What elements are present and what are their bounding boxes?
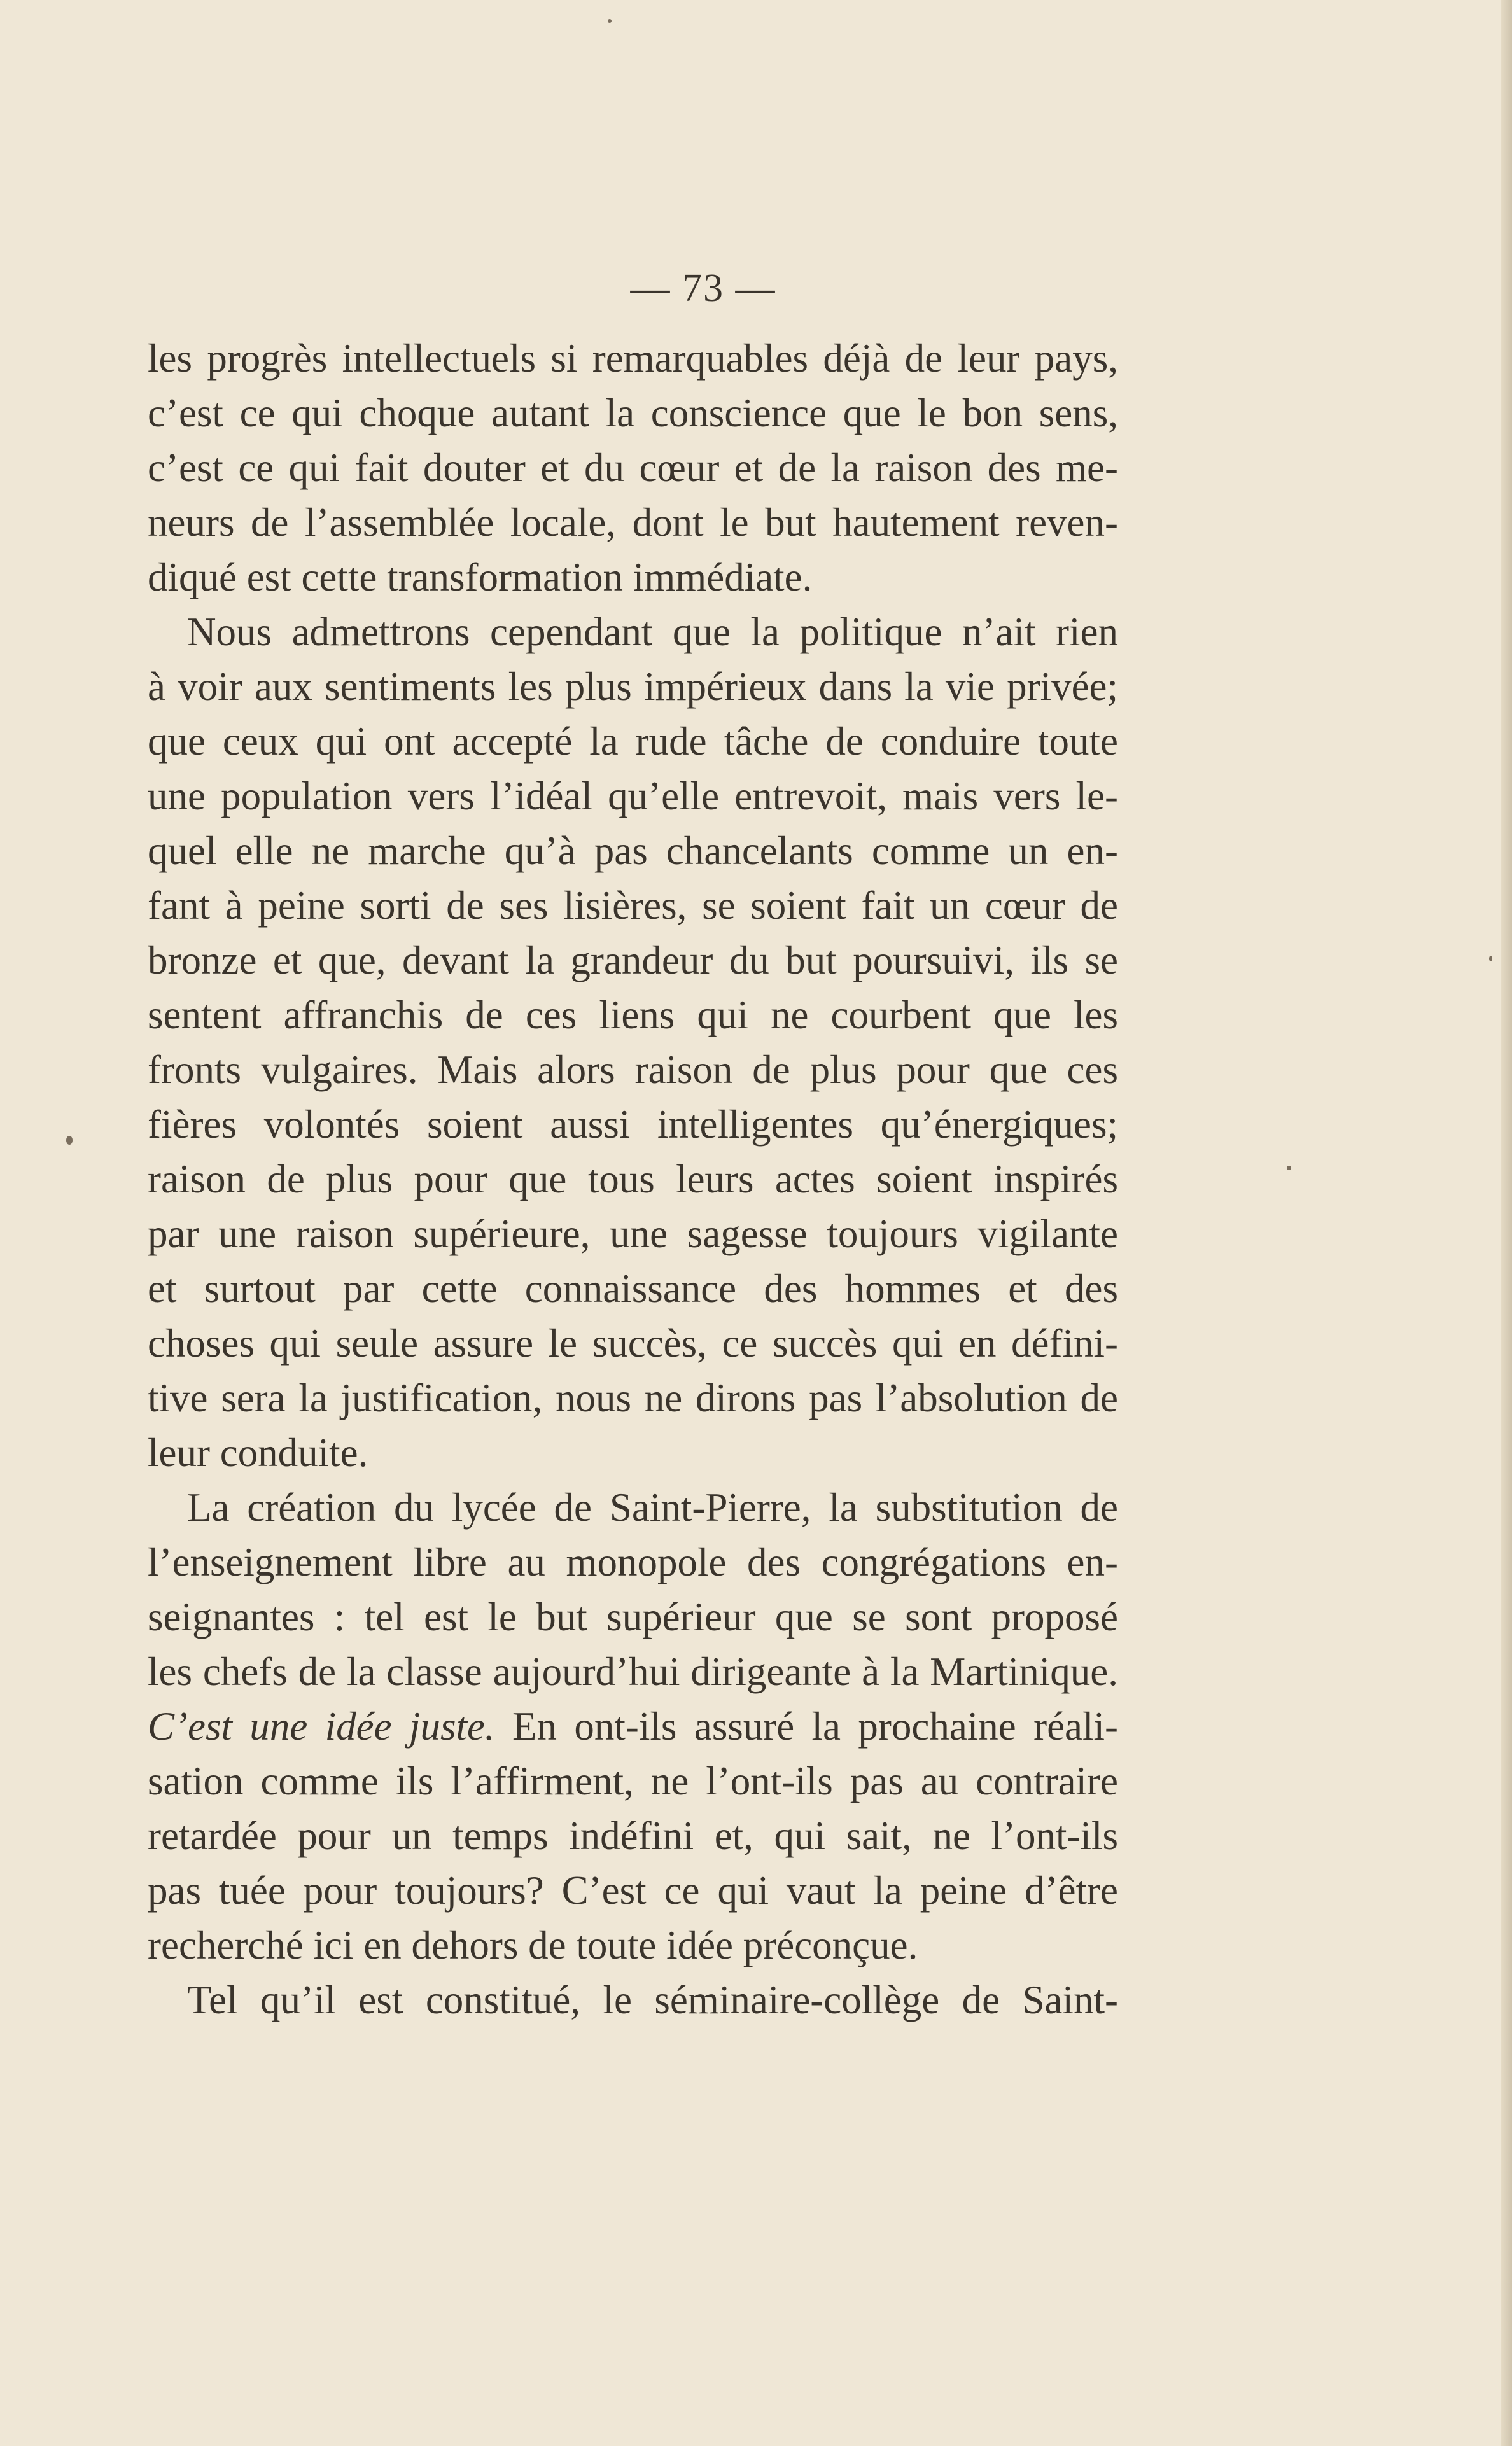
text-line: pas tuée pour toujours? C’est ce qui vaut la peine d’être	[148, 1868, 1118, 1913]
text-line: recherché ici en dehors de toute idée préconçue.	[148, 1923, 918, 1967]
text-line: fant à peine sorti de ses lisières, se soient fait un cœur de	[148, 883, 1118, 928]
text-line: bronze et que, devant la grandeur du but poursuivi, ils se	[148, 938, 1118, 982]
text-line-with-italic	[148, 1699, 1118, 1754]
text-line: tive sera la justification, nous ne dirons pas l’absolution de	[148, 1376, 1118, 1420]
paragraph-start-line: La création du lycée de Saint-Pierre, la substitution de	[187, 1485, 1118, 1530]
page-edge	[1501, 0, 1512, 2446]
text-line: c’est ce qui fait douter et du cœur et de la raison des me-	[148, 445, 1118, 490]
paragraph-start-line: Tel qu’il est constitué, le séminaire-collège de Saint-	[187, 1978, 1118, 2022]
text-line: leur conduite.	[148, 1430, 368, 1475]
text-line: sation comme ils l’affirment, ne l’ont-ils pas au contraire	[148, 1759, 1118, 1803]
text-line: choses qui seule assure le succès, ce succès qui en défini-	[148, 1321, 1118, 1366]
page-number: — 73 —	[630, 267, 776, 310]
ink-speck	[608, 19, 612, 23]
paragraph-start-line: Nous admettrons cependant que la politique n’ait rien	[187, 610, 1118, 654]
text-line: raison de plus pour que tous leurs actes soient inspirés	[148, 1157, 1118, 1201]
text-line: que ceux qui ont accepté la rude tâche de conduire toute	[148, 719, 1118, 764]
text-line: retardée pour un temps indéfini et, qui sait, ne l’ont-ils	[148, 1814, 1118, 1858]
ink-speck	[1489, 956, 1492, 961]
ink-speck	[66, 1136, 73, 1145]
text-line: quel elle ne marche qu’à pas chancelants comme un en-	[148, 828, 1118, 873]
text-line: et surtout par cette connaissance des hommes et des	[148, 1266, 1118, 1311]
text-line: sentent affranchis de ces liens qui ne courbent que les	[148, 993, 1118, 1037]
text-line: neurs de l’assemblée locale, dont le but hautement reven-	[148, 500, 1118, 545]
text-line: diqué est cette transformation immédiate.	[148, 555, 813, 599]
text-line: par une raison supérieure, une sagesse toujours vigilante	[148, 1212, 1118, 1256]
text-line: les progrès intellectuels si remarquables déjà de leur pays,	[148, 336, 1118, 381]
line-remainder: En ont-ils assuré la prochaine réali-	[512, 1704, 1118, 1749]
text-line: à voir aux sentiments les plus impérieux dans la vie privée;	[148, 664, 1118, 709]
body-text	[148, 331, 1118, 2027]
text-line: c’est ce qui choque autant la conscience que le bon sens,	[148, 391, 1118, 435]
text-line: une population vers l’idéal qu’elle entrevoit, mais vers le-	[148, 774, 1118, 818]
italic-phrase: C’est une idée juste.	[148, 1704, 495, 1749]
text-line: fronts vulgaires. Mais alors raison de plus pour que ces	[148, 1047, 1118, 1092]
text-line: l’enseignement libre au monopole des congrégations en-	[148, 1540, 1118, 1584]
text-line: seignantes : tel est le but supérieur que se sont proposé	[148, 1595, 1118, 1639]
text-line: les chefs de la classe aujourd’hui dirigeante à la Martinique.	[148, 1649, 1118, 1694]
text-line: fières volontés soient aussi intelligentes qu’énergiques;	[148, 1102, 1118, 1147]
ink-speck	[1287, 1166, 1291, 1170]
